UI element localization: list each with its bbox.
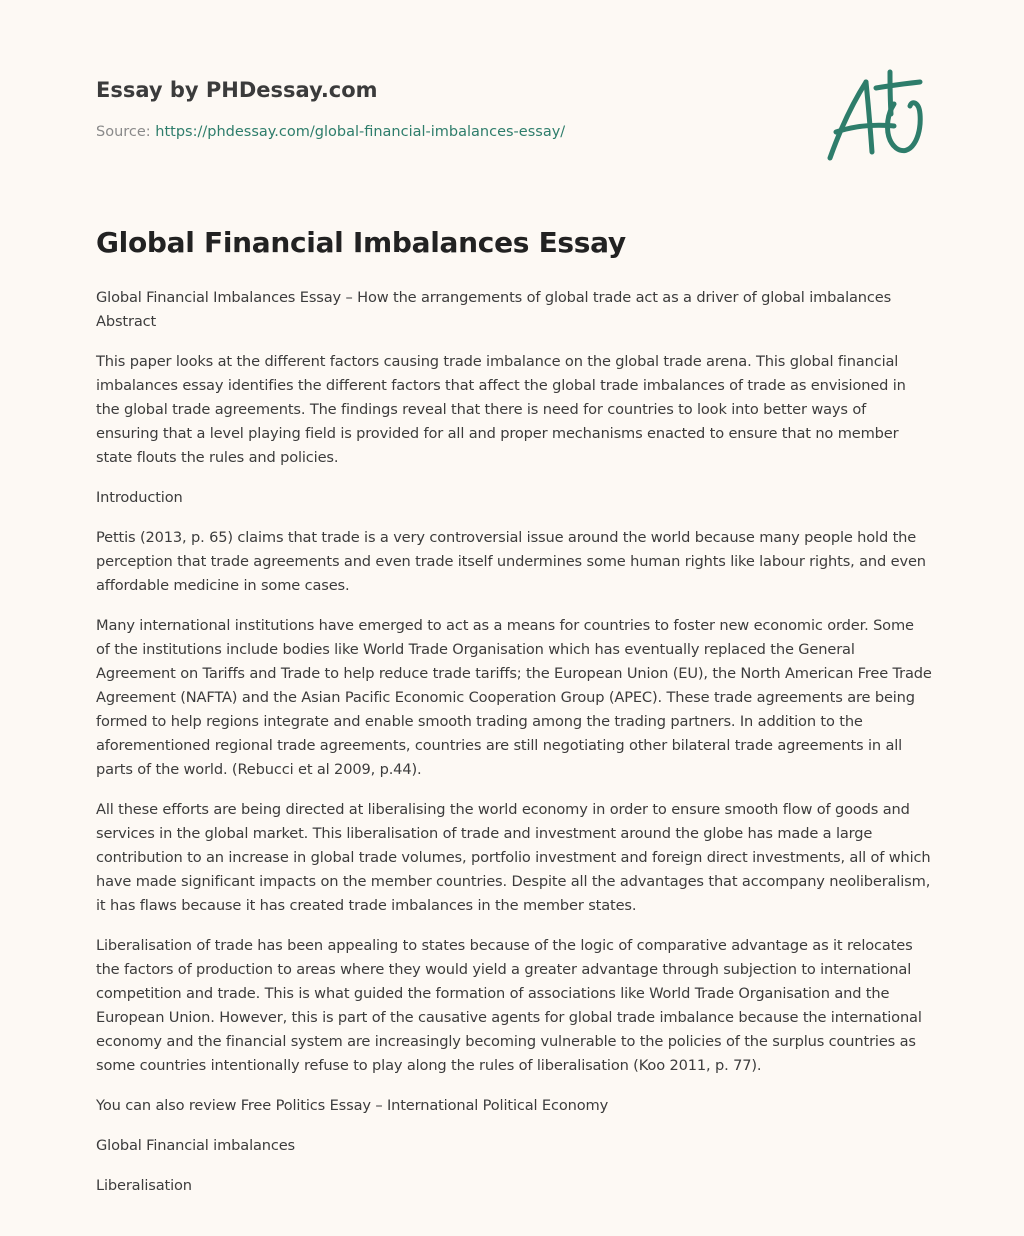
source-link[interactable]: https://phdessay.com/global-financial-imbalances-essay/ (155, 124, 566, 140)
related-essay-line[interactable]: You can also review Free Politics Essay – International Political Economy (96, 1097, 609, 1114)
paragraph: Many international institutions have emerged to act as a means for countries to foster new economic order. Some of the institutions include bodies like World Trade Organisation which has eventually replaced the General Agreement on Tariffs and Trade to help reduce trade tariffs; the European Union (EU), the North American Free Trade Agreement (NAFTA) and the Asian Pacific Economic Cooperation Group (APEC). These trade agreements are being formed to help regions integrate and enable smooth trading among the trading partners. In addition to the aforementioned regional trade agreements, countries are still negotiating other bilateral trade agreements in all parts of the world. (Rebucci et al 2009, p.44). (96, 617, 932, 778)
source-label: Source: (96, 124, 151, 140)
paragraph: Pettis (2013, p. 65) claims that trade is a very controversial issue around the world because many people hold the perception that trade agreements and even trade itself undermines some human rights like labour rights, and even affordable medicine in some cases. (96, 529, 926, 594)
document-title: Global Financial Imbalances Essay (96, 226, 626, 259)
paragraph: This paper looks at the different factors causing trade imbalance on the global trade arena. This global financial imbalances essay identifies the different factors that affect the global trade imbalances of trade as envisioned in the global trade agreements. The findings reveal that there is need for countries to look into better ways of ensuring that a level playing field is provided for all and proper mechanisms enacted to ensure that no member state flouts the rules and policies. (96, 353, 906, 466)
section-heading-global-financial-imbalances: Global Financial imbalances (96, 1137, 296, 1154)
section-heading-introduction: Introduction (96, 489, 183, 506)
paragraph: All these efforts are being directed at liberalising the world economy in order to ensure smooth flow of goods and services in the global market. This liberalisation of trade and investment around the globe has made a large contribution to an increase in global trade volumes, portfolio investment and foreign direct investments, all of which have made significant impacts on the member countries. Despite all the advantages that accompany neoliberalism, it has flaws because it has created trade imbalances in the member states. (96, 801, 931, 914)
a-plus-logo (822, 68, 926, 164)
paragraph: Liberalisation of trade has been appealing to states because of the logic of comparative advantage as it relocates the factors of production to areas where they would yield a greater advantage through subjection to international competition and trade. This is what guided the formation of associations like World Trade Organisation and the European Union. However, this is part of the causative agents for global trade imbalance because the international economy and the financial system are increasingly becoming vulnerable to the policies of the surplus countries as some countries intentionally refuse to play along the rules of liberalisation (Koo 2011, p. 77). (96, 937, 922, 1074)
site-title: Essay by PHDessay.com (96, 78, 378, 102)
source-line (96, 124, 565, 140)
section-heading-liberalisation: Liberalisation (96, 1177, 192, 1194)
paragraph: Global Financial Imbalances Essay – How the arrangements of global trade act as a driver of global imbalances Abstract (96, 289, 892, 330)
document-body (96, 286, 932, 1214)
